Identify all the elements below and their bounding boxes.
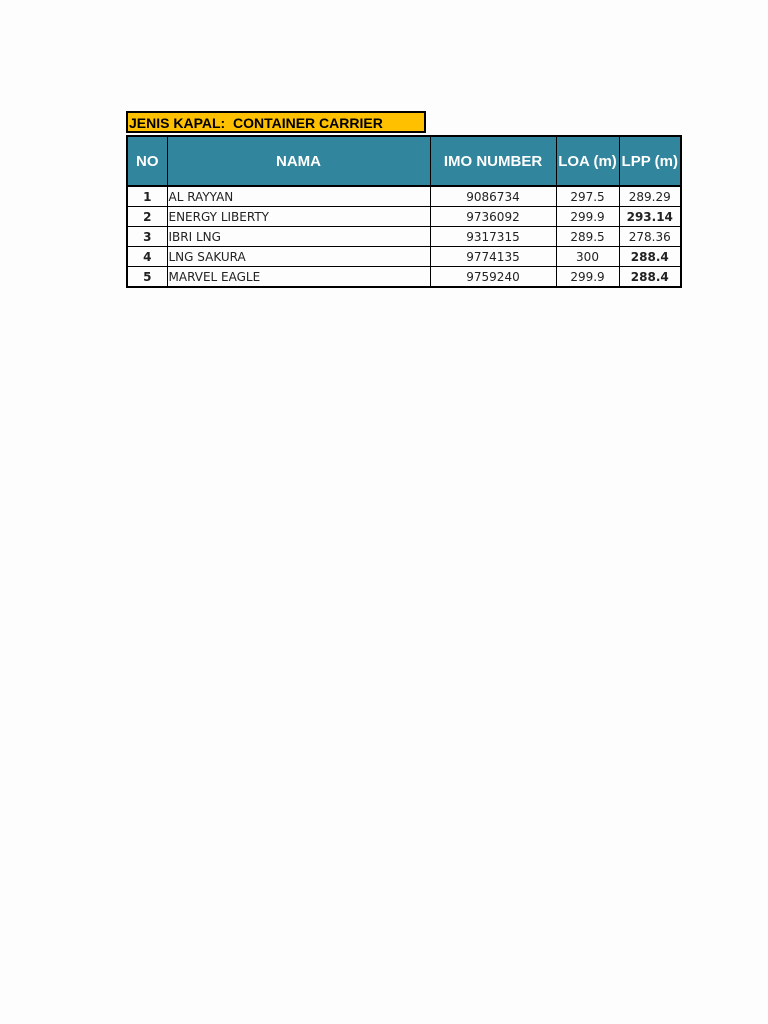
cell-no: 2 (127, 207, 167, 227)
cell-imo: 9759240 (430, 267, 556, 288)
cell-nama: ENERGY LIBERTY (167, 207, 430, 227)
cell-no: 1 (127, 186, 167, 207)
cell-imo: 9086734 (430, 186, 556, 207)
cell-imo: 9736092 (430, 207, 556, 227)
header-loa: LOA (m) (556, 136, 619, 186)
header-no: NO (127, 136, 167, 186)
cell-imo: 9317315 (430, 227, 556, 247)
header-imo-number: IMO NUMBER (430, 136, 556, 186)
cell-loa: 289.5 (556, 227, 619, 247)
cell-lpp: 289.29 (619, 186, 681, 207)
cell-no: 3 (127, 227, 167, 247)
cell-lpp: 288.4 (619, 247, 681, 267)
table-row (127, 267, 681, 288)
cell-nama: IBRI LNG (167, 227, 430, 247)
table-header-row (127, 136, 681, 186)
cell-imo: 9774135 (430, 247, 556, 267)
cell-loa: 300 (556, 247, 619, 267)
table-row (127, 247, 681, 267)
ship-table (126, 135, 682, 288)
sheet-title: JENIS KAPAL: CONTAINER CARRIER (126, 111, 426, 133)
cell-loa: 299.9 (556, 267, 619, 288)
table-row (127, 207, 681, 227)
cell-lpp: 288.4 (619, 267, 681, 288)
cell-loa: 297.5 (556, 186, 619, 207)
header-nama: NAMA (167, 136, 430, 186)
table-row (127, 227, 681, 247)
cell-nama: MARVEL EAGLE (167, 267, 430, 288)
table-row (127, 186, 681, 207)
cell-no: 4 (127, 247, 167, 267)
cell-no: 5 (127, 267, 167, 288)
cell-lpp: 293.14 (619, 207, 681, 227)
cell-lpp: 278.36 (619, 227, 681, 247)
header-lpp: LPP (m) (619, 136, 681, 186)
cell-nama: AL RAYYAN (167, 186, 430, 207)
cell-nama: LNG SAKURA (167, 247, 430, 267)
cell-loa: 299.9 (556, 207, 619, 227)
